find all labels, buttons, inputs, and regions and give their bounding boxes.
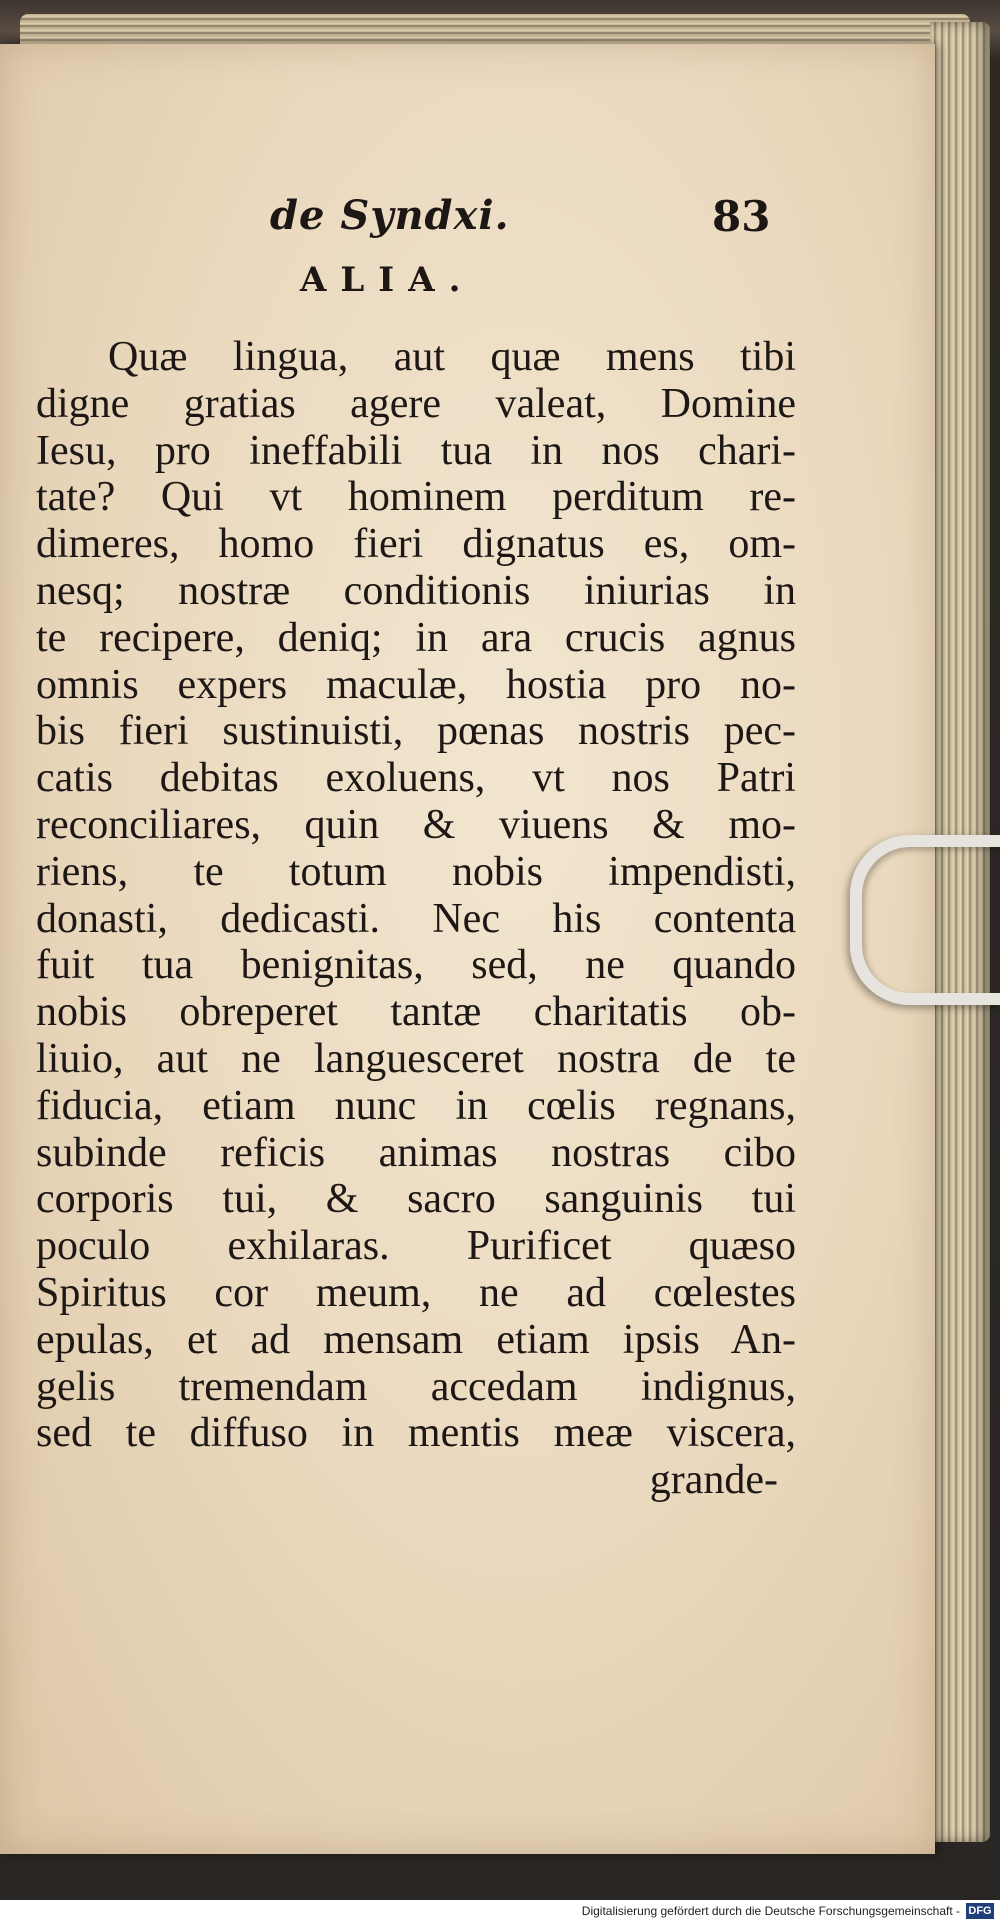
text-line: nobis obreperet tantæ charitatis ob- [36, 989, 796, 1036]
text-line: epulas, et ad mensam etiam ipsis An- [36, 1316, 796, 1363]
text-line: donasti, dedicasti. Nec his contenta [36, 895, 796, 942]
catchword: grande- [649, 1457, 778, 1504]
text-line: fiducia, etiam nunc in cœlis regnans, [36, 1082, 796, 1129]
text-line: fuit tua benignitas, sed, ne quando [36, 942, 796, 989]
text-line: Quæ lingua, aut quæ mens tibi [108, 334, 796, 380]
text-line: riens, te totum nobis impendisti, [36, 848, 796, 895]
text-line: omnis expers maculæ, hostia pro no- [36, 661, 796, 708]
funding-credit: Digitalisierung gefördert durch die Deutsche Forschungsgemeinschaft - [581, 1904, 960, 1918]
text-line: liuio, aut ne languesceret nostra de te [36, 1035, 796, 1082]
book-page [0, 44, 935, 1854]
text-line: corporis tui, & sacro sanguinis tui [36, 1176, 796, 1223]
page-clip [850, 835, 1000, 1005]
text-line: catis debitas exoluens, vt nos Patri [36, 755, 796, 802]
dfg-logo: DFG [966, 1903, 994, 1919]
page-number: 83 [712, 192, 771, 241]
footer-bar [0, 1900, 1000, 1924]
section-heading: ALIA. [300, 260, 475, 300]
text-line: sed te diffuso in mentis meæ viscera, [36, 1410, 796, 1457]
text-line: gelis tremendam accedam indignus, [36, 1363, 796, 1410]
text-line: Iesu, pro ineffabili tua in nos chari- [36, 427, 796, 474]
text-line: Spiritus cor meum, ne ad cœlestes [36, 1269, 796, 1316]
text-line: nesq; nostræ conditionis iniurias in [36, 567, 796, 614]
text-line: reconciliares, quin & viuens & mo- [36, 801, 796, 848]
text-line: poculo exhilaras. Purificet quæso [36, 1223, 796, 1270]
text-line: digne gratias agere valeat, Domine [36, 380, 796, 427]
text-line: te recipere, deniq; in ara crucis agnus [36, 614, 796, 661]
text-line: bis fieri sustinuisti, pœnas nostris pec- [36, 708, 796, 755]
text-line: tate? Qui vt hominem perditum re- [36, 474, 796, 521]
text-line: dimeres, homo fieri dignatus es, om- [36, 521, 796, 568]
text-line: subinde reficis animas nostras cibo [36, 1129, 796, 1176]
prayer-text [36, 334, 796, 1504]
running-head: de Syndxi. [270, 192, 510, 239]
